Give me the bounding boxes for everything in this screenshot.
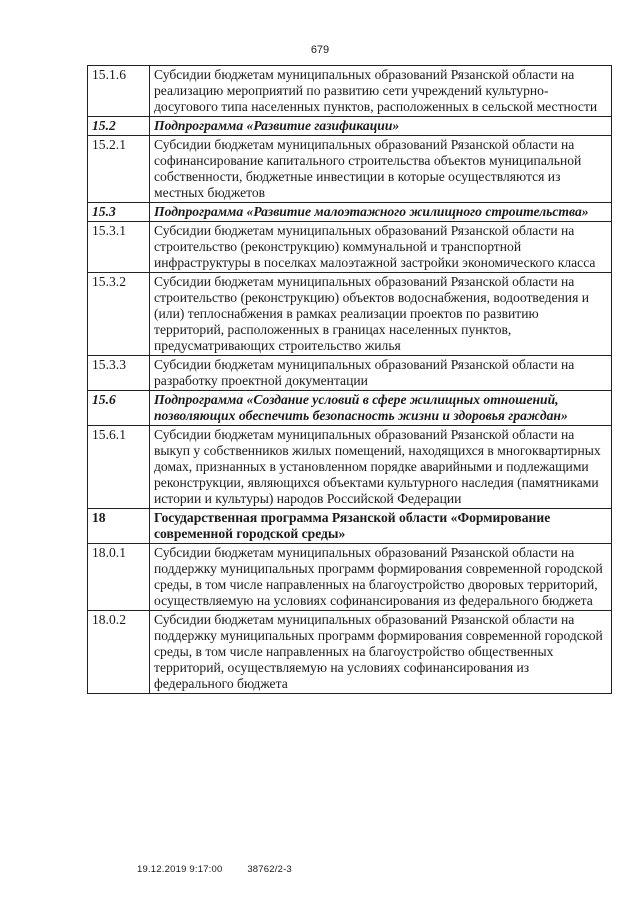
row-text: Субсидии бюджетам муниципальных образований Рязанской области на строительство (реконструкцию) объектов водоснабжения, водоотведения и (или) теплоснабжения в рамках реализации проектов по развитию территорий, расположенных в границах населенных пунктов, предусматривающих строительство жилья — [150, 273, 612, 356]
row-code: 15.3 — [88, 203, 150, 222]
footer — [137, 864, 292, 875]
row-text: Субсидии бюджетам муниципальных образований Рязанской области на поддержку муниципальных программ формирования современной городской среды, в том числе направленных на благоустройство общественных территорий, осуществляемую на условиях софинансирования из федерального бюджета — [150, 611, 612, 694]
row-code: 15.3.1 — [88, 222, 150, 273]
table-row — [88, 222, 612, 273]
subsidies-table — [87, 65, 612, 694]
table-row — [88, 273, 612, 356]
row-code: 15.3.3 — [88, 356, 150, 391]
row-code: 18 — [88, 509, 150, 544]
row-code: 18.0.2 — [88, 611, 150, 694]
row-code: 15.2.1 — [88, 136, 150, 203]
row-text: Субсидии бюджетам муниципальных образований Рязанской области на реализацию мероприятий по развитию сети учреждений культурно-досугового типа населенных пунктов, расположенных в сельской местности — [150, 66, 612, 117]
row-code: 15.1.6 — [88, 66, 150, 117]
row-text: Субсидии бюджетам муниципальных образований Рязанской области на софинансирование капитального строительства объектов муниципальной собственности, бюджетные инвестиции в которые осуществляются из местных бюджетов — [150, 136, 612, 203]
row-code: 15.2 — [88, 117, 150, 136]
row-text: Субсидии бюджетам муниципальных образований Рязанской области на выкуп у собственников жилых помещений, находящихся в многоквартирных домах, признанных в установленном порядке аварийными и подлежащими реконструкции, являющихся объектами культурного наследия (памятниками истории и культуры) народов Российской Федерации — [150, 426, 612, 509]
footer-doc-id: 38762/2-3 — [247, 864, 292, 875]
row-code: 15.6.1 — [88, 426, 150, 509]
row-text: Подпрограмма «Создание условий в сфере жилищных отношений, позволяющих обеспечить безопасность жизни и здоровья граждан» — [150, 391, 612, 426]
page-number: 679 — [310, 44, 330, 56]
table-row — [88, 426, 612, 509]
table-row-subprogram — [88, 117, 612, 136]
table-row — [88, 611, 612, 694]
table-row-subprogram — [88, 391, 612, 426]
row-text: Субсидии бюджетам муниципальных образований Рязанской области на поддержку муниципальных программ формирования современной городской среды, в том числе направленных на благоустройство дворовых территорий, осуществляемую на условиях софинансирования из федерального бюджета — [150, 544, 612, 611]
table-row — [88, 544, 612, 611]
footer-timestamp: 19.12.2019 9:17:00 — [137, 864, 223, 875]
row-code: 15.6 — [88, 391, 150, 426]
row-text: Субсидии бюджетам муниципальных образований Рязанской области на разработку проектной документации — [150, 356, 612, 391]
table-row — [88, 356, 612, 391]
table-row-program — [88, 509, 612, 544]
table-row — [88, 136, 612, 203]
row-text: Подпрограмма «Развитие газификации» — [150, 117, 612, 136]
table-row — [88, 66, 612, 117]
row-text: Субсидии бюджетам муниципальных образований Рязанской области на строительство (реконструкцию) коммунальной и транспортной инфраструктуры в поселках малоэтажной застройки экономического класса — [150, 222, 612, 273]
table-row-subprogram — [88, 203, 612, 222]
row-text: Государственная программа Рязанской области «Формирование современной городской среды» — [150, 509, 612, 544]
row-text: Подпрограмма «Развитие малоэтажного жилищного строительства» — [150, 203, 612, 222]
row-code: 18.0.1 — [88, 544, 150, 611]
row-code: 15.3.2 — [88, 273, 150, 356]
